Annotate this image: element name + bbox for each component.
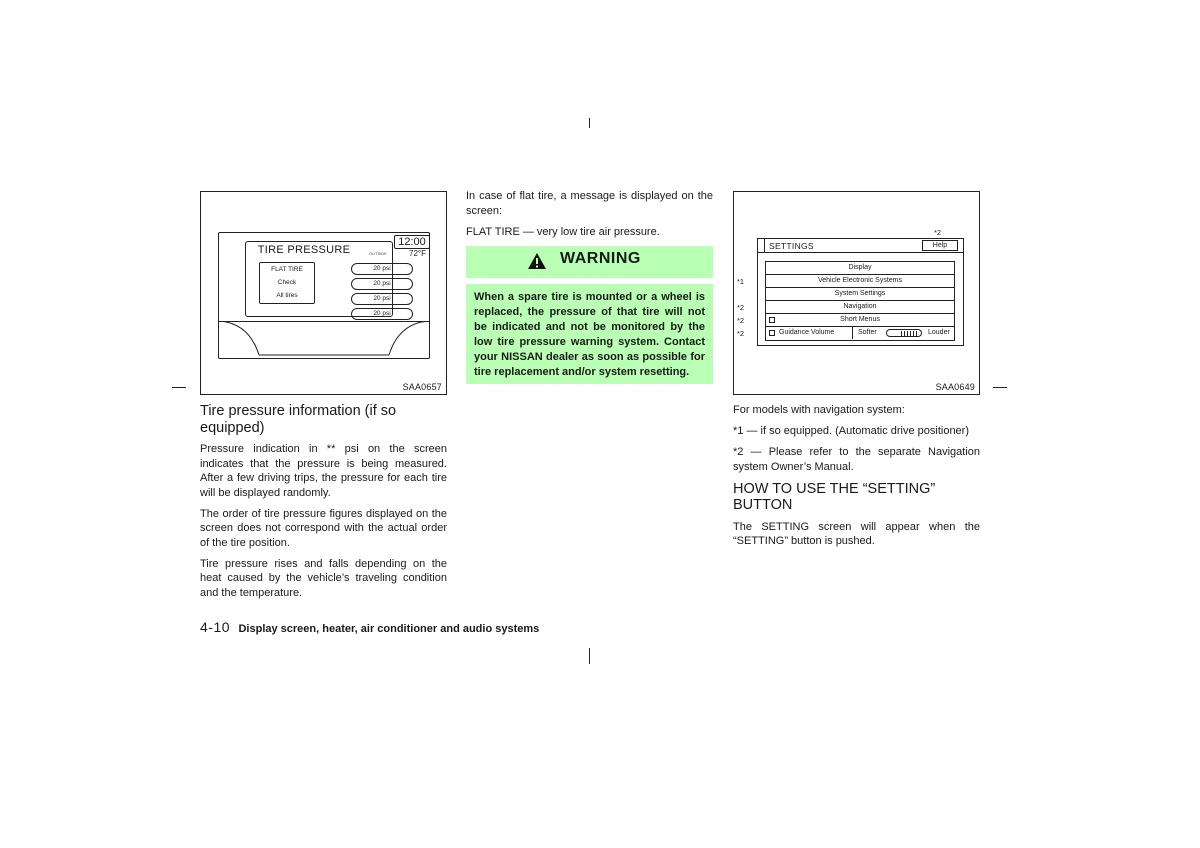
- menu-item-vehicle-electronic-systems: Vehicle Electronic Systems: [766, 275, 954, 288]
- help-button: Help: [922, 240, 958, 251]
- figure-code: SAA0649: [935, 382, 975, 392]
- right-column: [733, 403, 980, 555]
- footnote-marker: *2: [737, 303, 745, 312]
- paragraph: Tire pressure rises and falls depending on the heat caused by the vehicle’s traveling condition and the temperature.: [200, 557, 447, 599]
- footnote-marker: *2: [737, 316, 745, 325]
- label-flat-tire: FLAT TIRE: [271, 266, 303, 273]
- left-column: [200, 403, 447, 607]
- page-footer: [200, 619, 539, 637]
- softer-label: Softer: [858, 329, 877, 336]
- menu-item-system-settings: System Settings: [766, 288, 954, 301]
- tire-pressure-pill: 20 psi: [351, 293, 413, 305]
- louder-label: Louder: [928, 329, 950, 336]
- tire-pressure-title: TIRE PRESSURE: [257, 244, 351, 256]
- guidance-volume-label: Guidance Volume: [779, 329, 835, 336]
- paragraph: The SETTING screen will appear when the “SETTING” button is pushed.: [733, 520, 980, 547]
- tire-pressure-figure: [200, 191, 447, 395]
- warning-label: WARNING: [560, 249, 641, 267]
- tire-pressure-pill: 20 psi: [351, 278, 413, 290]
- crop-mark-bottom: [589, 648, 590, 664]
- middle-column: [466, 189, 713, 384]
- paragraph: For models with navigation system:: [733, 404, 905, 416]
- settings-title: SETTINGS: [769, 241, 814, 251]
- screen-bezel-icon: [219, 321, 429, 359]
- tire-pressure-pill: 20 psi: [351, 308, 413, 320]
- label-all-tires: All tires: [276, 292, 298, 299]
- footnote-2: *2 — Please refer to the separate Navigation system Owner’s Manual.: [733, 446, 980, 473]
- menu-item-display: Display: [766, 262, 954, 275]
- volume-slider-icon: [886, 329, 922, 337]
- outside-temp: 72°F: [409, 249, 426, 258]
- crop-mark-left: [172, 387, 186, 388]
- page-number: 4-10: [200, 619, 231, 635]
- crop-mark-right: [993, 387, 1007, 388]
- settings-header: [758, 239, 963, 253]
- settings-screen: [757, 238, 964, 346]
- paragraph: FLAT TIRE — very low tire air pressure.: [466, 225, 660, 238]
- section-title: Display screen, heater, air conditioner and audio systems: [238, 623, 540, 635]
- menu-item-guidance-volume: [766, 327, 954, 340]
- tire-pressure-screen: [218, 232, 430, 359]
- label-check: Check: [277, 279, 297, 286]
- warning-triangle-icon: [527, 252, 547, 270]
- warning-header: [466, 246, 713, 278]
- checkbox-icon: [769, 317, 775, 323]
- tire-pressure-pill: 20 psi: [351, 263, 413, 275]
- warning-body: When a spare tire is mounted or a wheel is replaced, the pressure of that tire will not be indicated and not be monitored by the low tire pressure warning system. Contact your NISSAN dealer as soon as possible for tire replacement and/or system resetting.: [466, 284, 713, 384]
- footnote-marker: *2: [737, 329, 745, 338]
- figure-code: SAA0657: [402, 382, 442, 392]
- short-menus-label: Short Menus: [840, 316, 880, 323]
- tire-status-labels: [259, 262, 315, 304]
- paragraph: The order of tire pressure figures displayed on the screen does not correspond with the actual order of the tire position.: [200, 507, 447, 549]
- clock-display: 12:00: [394, 235, 430, 249]
- section-heading: HOW TO USE THE “SETTING” BUTTON: [733, 480, 936, 513]
- settings-figure: [733, 191, 980, 395]
- footnote-1: *1 — if so equipped. (Automatic drive positioner): [733, 425, 970, 437]
- footnote-marker: *2: [934, 228, 942, 237]
- menu-item-short-menus: [766, 314, 954, 327]
- settings-menu: [765, 261, 955, 341]
- paragraph: In case of flat tire, a message is displayed on the screen:: [466, 190, 713, 217]
- paragraph: Pressure indication in ** psi on the screen indicates that the pressure is being measured. After a few driving trips, the pressure for each tire will be displayed randomly.: [200, 443, 447, 499]
- menu-item-navigation: Navigation: [766, 301, 954, 314]
- checkbox-icon: [769, 330, 775, 336]
- outside-temp-label: OUTSIDE: [369, 251, 387, 256]
- crop-mark-top: [589, 118, 590, 128]
- section-heading: Tire pressure information (if so equipped): [200, 403, 397, 436]
- footnote-marker: *1: [737, 277, 745, 286]
